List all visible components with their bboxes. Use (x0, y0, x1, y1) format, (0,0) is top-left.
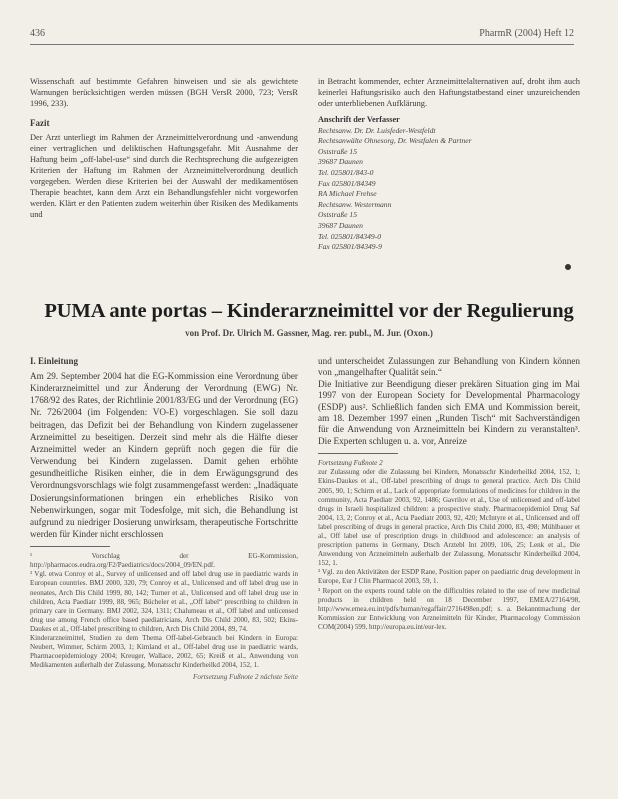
footnote-continuation-head: Fortsetzung Fußnote 2 (318, 459, 383, 468)
address-line: Tel. 025801/843-0 (318, 167, 374, 177)
footnote: zur Zulassung oder die Zulassung bei Kindern, Monatsschr Kinderheilkd 2004, 152, 1; Ekins-Daukes et al., Off-label prescribing of drugs to general practice. Arch Dis Child 2005, 90, 1; Schirm et al., Lack of appropriate formulations of medicines for children in the community, Acta Paediatr 2003, 92, 1486; Gavrilov et al., Use of unlicensed and off-label drugs in Israeli hospitalized children: a prospective study. Pharmacoepidemiol Drug Saf 2004, 13, 2; Conroy et al., Acta Paediatr 2003, 92, 420; McIntyre et al., Unlicensed and off label prescribing of drugs in general practice, Arch Dis Child 2000, 83, 498; Mühlbauer et al., Off label use of prescription drugs in childhood and adolescence: an analysis of prescription patterns in Germany, Dtsch Arztebl Int 2009, 106, 25; Lenk et al., Die Anwendung von Arzneimitteln außerhalb der Zulassung, Monatsschr Kinderheilkd 2004, 152, 1. (318, 468, 580, 568)
intro-paragraph: Am 29. September 2004 hat die EG-Kommission eine Verordnung über Kinderarzneimittel und zur Änderung der Verordnung (EWG) Nr. 1768/92 des Rates, der Richtlinie 2001/83/EG und der Verordnung (EG) Nr. 726/2004 (im Folgenden: VO-E) vorgeschlagen. Sie soll dazu beitragen, das Defizit bei der Behandlung von Kindern zugelassener Arzneimittel zu beseitigen. Derzeit sind mehr als die Hälfte dieser Arzneimittel weder an Kindern geprüft noch gegen die für die Verwendung bei Kindern zugelassen. Damit gehen erhöhte gesundheitliche Risiken einher, die in dem Erwägungsgrund des Verordnungsvorschlags wie folgt zusammengefasst werden: „Inadäquate Dosierungsinformationen bringen ein erhebliches Risiko von Nebenwirkungen, sogar mit Todesfolge, mit sich, die Behandlung ist aufgrund zu niedriger Dosierung unwirksam, therapeutische Fortschritte werden für Kinder nicht erschlossen (30, 371, 298, 540)
top-left-column (30, 76, 298, 220)
address-line: Oststraße 15 (318, 146, 358, 156)
body-right-column (318, 356, 580, 632)
body-paragraph: und unterscheidet Zulassungen zur Behandlung von Kindern können von „mangelhafter Qualität sein.“ (318, 356, 580, 378)
author-address-block (318, 115, 580, 253)
footnote-continued-note: Fortsetzung Fußnote 2 nächste Seite (193, 673, 298, 682)
address-line: Fax 025801/84349-9 (318, 242, 382, 252)
address-line: Rechtsanwälte Ohnesorg, Dr. Westfalen & Partner (318, 136, 472, 146)
address-line: Tel. 025801/84349-0 (318, 231, 382, 241)
header-rule (30, 44, 574, 45)
footnote: ² Vgl. etwa Conroy et al., Survey of unlicensed and off label drug use in paediatric wards in European countries. BMJ 2000, 320, 79; Conroy et al., Unlicensed and off label drug use in neonates, Arch Dis Child 1999, 80, 142; Turner et al., Unlicensed and off label drug use in children, Acta Paediatr 1999, 88, 965; Bücheler et al., „Off label“ prescribing to children in primary care in Germany. BMJ 2002, 324, 1311; Chalumeau et al., Off label and unlicensed drug use among French office based paediatricians, Arch Dis Child 2000, 83, 502; Ekins-Daukes et al., Off-label prescribing to children, Arch Dis Child 2004, 89, 74. (30, 570, 298, 633)
body-paragraph: Die Initiative zur Beendigung dieser prekären Situation ging im Mai 1997 von der European Society for Developmental Pharmacology (ESDP) aus². Schließlich fanden sich EMA und Kommission bereit, am 18. Dezember 1997 einen „Runden Tisch“ mit Sachverständigen für die Anwendung von Arzneimitteln bei Kindern zu veranstalten³. Die Experten schlugen u. a. vor, Anreize (318, 378, 580, 446)
address-line: Fax 025801/84349 (318, 178, 376, 188)
footnote-rule (30, 546, 110, 547)
page-number: 436 (30, 28, 45, 39)
address-line: Oststraße 15 (318, 210, 358, 220)
address-line: 39687 Daunen (318, 157, 363, 167)
address-line: Rechtsanw. Westermann (318, 199, 392, 209)
footnote: ² Vgl. zu den Aktivitäten der ESDP Rane, Position paper on paediatric drug development in Europe, Eur J Clin Pharmacol 2003, 59, 1. (318, 568, 580, 586)
footnote: ³ Report on the experts round table on the difficulties related to the use of new medicinal products in children held on 18 December 1997, EMEA/27164/98, http://www.emea.eu.int/pdfs/human/regaffair/2716498en.pdf; s. a. Bekanntmachung der Kommission zur Entwicklung von Arzneimitteln für Kinder, Pharmacology Commission COM(2004) 599, http://europa.eu.int/eur-lex. (318, 586, 580, 631)
address-line: Rechtsanw. Dr. Dr. Luisfeder-Westfeldt (318, 125, 436, 135)
address-heading: Anschrift der Verfasser (318, 115, 400, 124)
end-mark (565, 264, 571, 270)
fazit-heading: Fazit (30, 118, 50, 128)
section-heading: I. Einleitung (30, 356, 79, 366)
body-left-column (30, 356, 298, 683)
address-line: 39687 Daunen (318, 220, 363, 230)
carryover-paragraph-right: in Betracht kommender, echter Arzneimittelalternativen auf, droht ihm auch keinerlei Haftungsrisiko auch den Haftungstatbestand einer unzureichenden oder unterbliebenen Aufklärung. (318, 77, 580, 108)
carryover-paragraph: Wissenschaft auf bestimmte Gefahren hinweisen und sie als gewichtete Warnungen berücksichtigen werden müssen (BGH VersR 2000, 723; VersR 1996, 233). (30, 77, 298, 108)
article-author: von Prof. Dr. Ulrich M. Gassner, Mag. rer. publ., M. Jur. (Oxon.) (185, 328, 433, 338)
address-line: RA Michael Frehse (318, 189, 377, 199)
journal-name: PharmR (2004) Heft 12 (479, 28, 574, 39)
footnote: ¹ Vorschlag der EG-Kommission, http://pharmacos.eudra.org/F2/Paediatrics/docs/2004_09/EN.pdf. (30, 552, 298, 570)
article-title: PUMA ante portas – Kinderarzneimittel vor der Regulierung (44, 300, 574, 322)
running-head (30, 28, 574, 42)
footnote: Kinderarzneimittel, Studien zu dem Thema Off-label-Gebrauch bei Kindern in Europa: Neubert, Wimmer, Schirm 2003, 1; Kimland et al., Off-label drug use in paediatric wards, Pharmacoepidemiology 2004; Kreuger, Wallace, 2002, 65; Kreiß et al., Anwendung von Medikamenten außerhalb der Zulassung, Monatsschr Kinderheilkd 2004, 152, 1. (30, 634, 298, 670)
footnote-rule (318, 453, 398, 454)
top-right-column (318, 76, 580, 253)
fazit-paragraph: Der Arzt unterliegt im Rahmen der Arzneimittelverordnung und -anwendung einer vertraglichen und deliktischen Haftungsgefahr. Mit Ausnahme der Haftung beim „off-label-use“ sind durch die Rechtsprechung die aufgezeigten Kriterien der Haftung im Rahmen der Arzneimittelverordnung deutlich vorgegeben. Werden diese Kriterien bei der Auswahl der medikamentösen Therapie beachtet, kann dem Arzt ein Behandlungsfehler nicht vorgeworfen werden. Klärt er den Patienten zudem weiterhin über Risiken des Medikaments und (30, 133, 298, 219)
